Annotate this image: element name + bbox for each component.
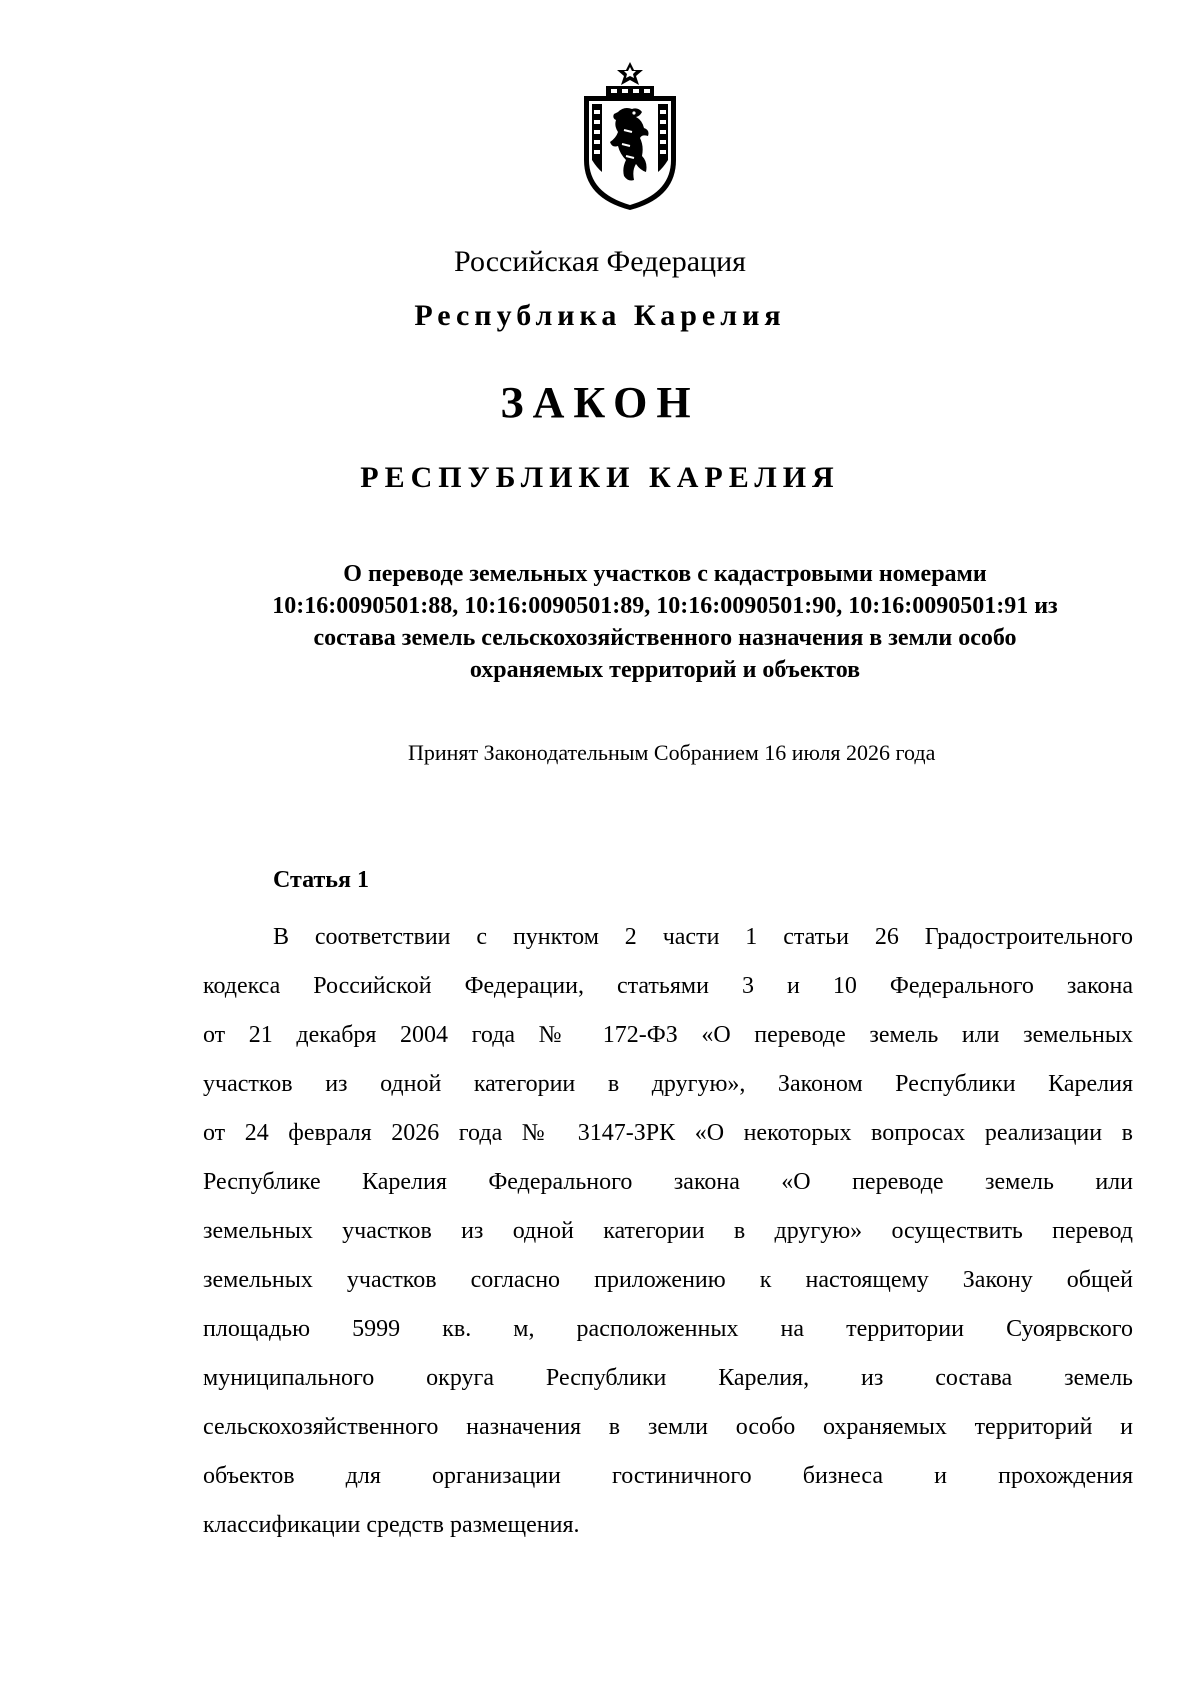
article-text-line: классификации средств размещения. — [203, 1512, 580, 1538]
law-title-line: О переводе земельных участков с кадастровыми номерами — [343, 561, 987, 587]
law-title-line: охраняемых территорий и объектов — [469, 657, 861, 683]
law-title-line: 10:16:0090501:88, 10:16:0090501:89, 10:16:0090501:90, 10:16:0090501:91 из — [272, 593, 1058, 619]
document-type: ЗАКОН — [500, 378, 700, 427]
article-text-line: сельскохозяйственного назначения в земли особо охраняемых территорий и — [203, 1414, 1133, 1440]
country-name: Российская Федерация — [454, 245, 746, 278]
karelia-coat-of-arms-icon — [578, 60, 688, 212]
article-text-line: от 21 декабря 2004 года № 172-ФЗ «О переводе земель или земельных — [203, 1022, 1133, 1048]
document-issuer: РЕСПУБЛИКИ КАРЕЛИЯ — [360, 461, 840, 494]
article-text-line: площадью 5999 кв. м, расположенных на территории Суоярвского — [203, 1316, 1133, 1342]
article-text-line: земельных участков согласно приложению к настоящему Закону общей — [203, 1267, 1133, 1293]
article-text-line: от 24 февраля 2026 года № 3147-ЗРК «О некоторых вопросах реализации в — [203, 1120, 1133, 1146]
adoption-note: Принят Законодательным Собранием 16 июля 2026 года — [408, 740, 936, 765]
article-text-line: земельных участков из одной категории в другую» осуществить перевод — [203, 1218, 1133, 1244]
article-text-line: участков из одной категории в другую», Законом Республики Карелия — [203, 1071, 1133, 1097]
article-text-line: Республике Карелия Федерального закона «О переводе земель или — [203, 1169, 1133, 1195]
law-title-line: состава земель сельскохозяйственного назначения в земли особо — [313, 625, 1017, 651]
article-text-line: муниципального округа Республики Карелия, из состава земель — [203, 1365, 1133, 1391]
article-text-line: объектов для организации гостиничного бизнеса и прохождения — [203, 1463, 1133, 1489]
article-text-line: В соответствии с пунктом 2 части 1 статьи 26 Градостроительного — [273, 924, 1133, 950]
republic-name: Республика Карелия — [414, 299, 786, 332]
law-title — [200, 558, 1130, 686]
article-text-line: кодекса Российской Федерации, статьями 3 и 10 Федерального закона — [203, 973, 1133, 999]
article-body — [203, 913, 1133, 1550]
article-heading: Статья 1 — [273, 867, 369, 893]
